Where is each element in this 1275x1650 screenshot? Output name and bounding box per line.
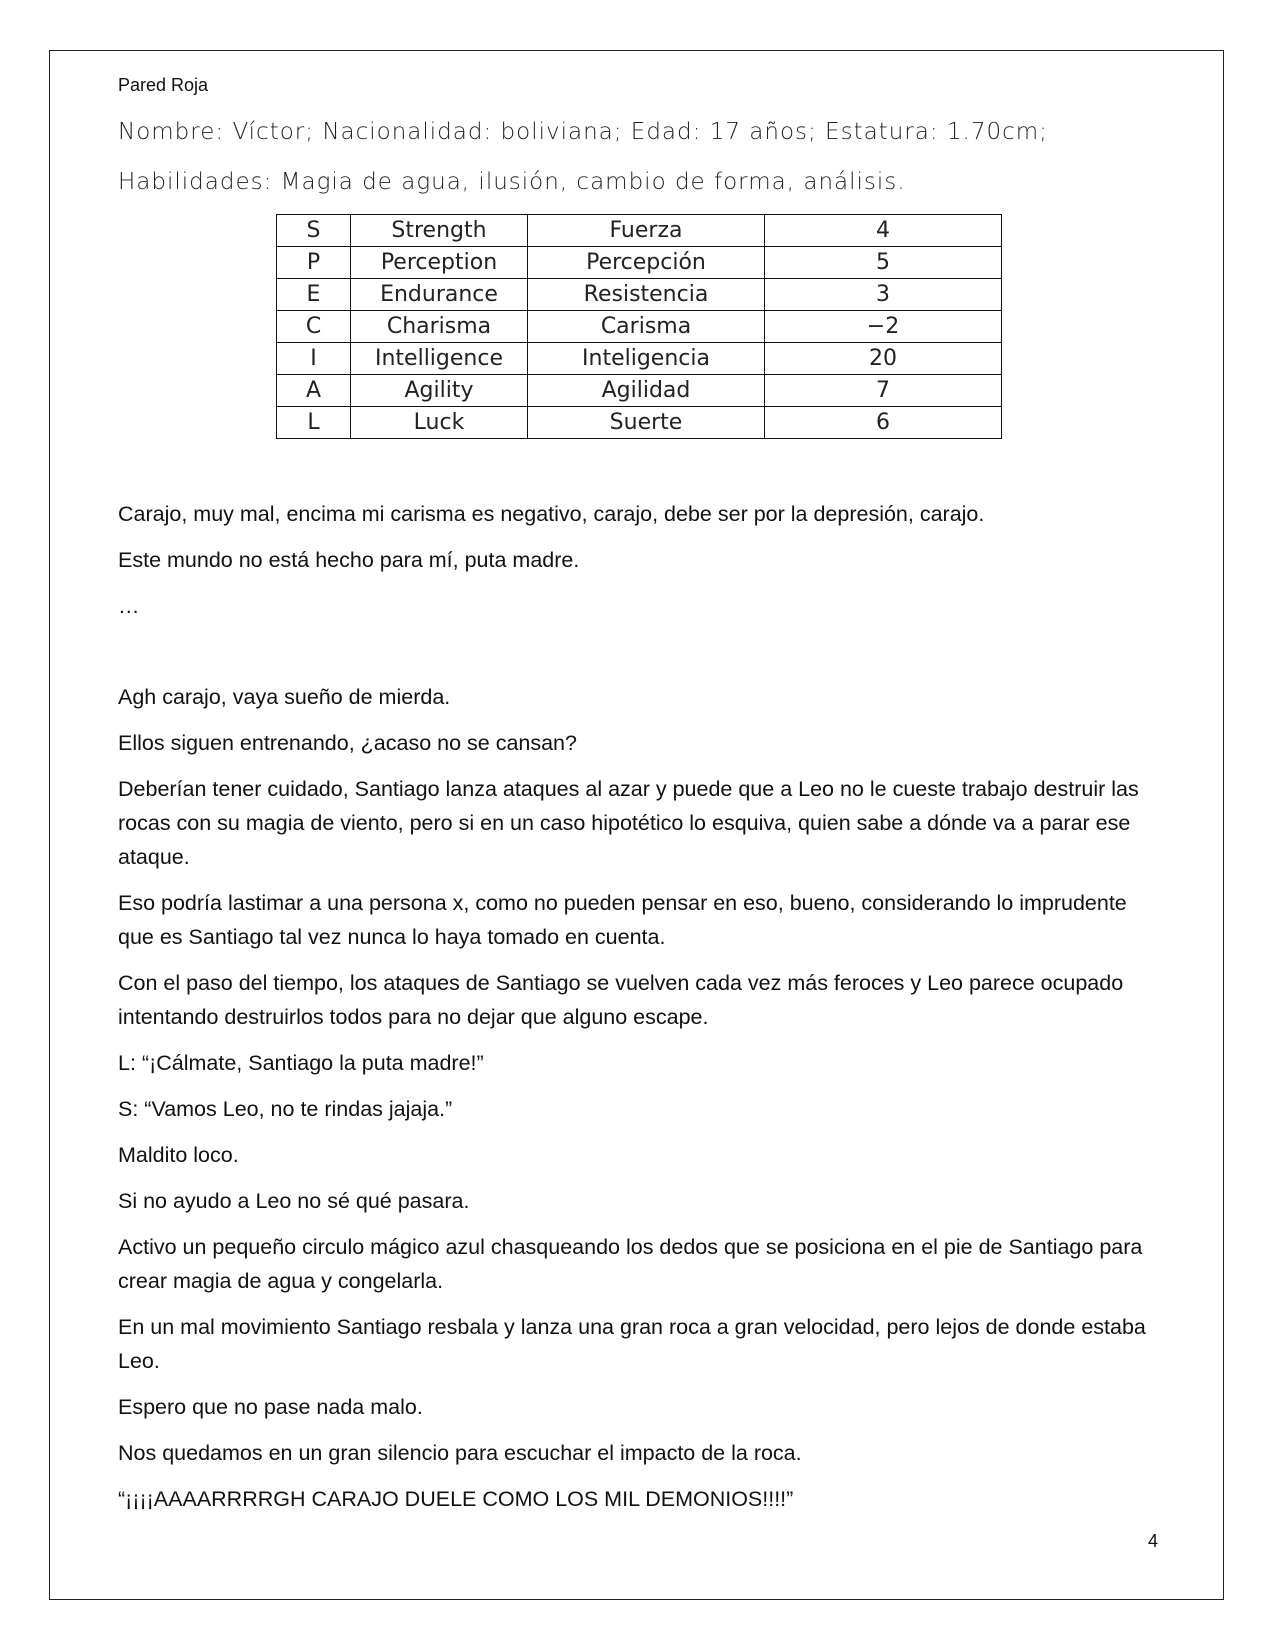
stat-letter: P [277,247,351,279]
dialogue-line: S: “Vamos Leo, no te rindas jajaja.” [118,1097,453,1121]
stat-name-spanish: Resistencia [528,279,765,311]
stats-row-agility [277,375,1002,407]
paragraph: Carajo, muy mal, encima mi carisma es negativo, carajo, debe ser por la depresión, carajo. [118,502,985,526]
paragraph: Agh carajo, vaya sueño de mierda. [118,685,451,709]
ellipsis-paragraph: … [118,594,140,618]
paragraph: Si no ayudo a Leo no sé qué pasara. [118,1189,470,1213]
paragraph: Deberían tener cuidado, Santiago lanza ataques al azar y puede que a Leo no le cueste trabajo destruir las rocas con su magia de viento, pero si en un caso hipotético lo esquiva, quien sabe a dónde va a parar ese ataque. [118,777,1139,869]
document-header: Pared Roja [118,75,209,95]
paragraph: Este mundo no está hecho para mí, puta madre. [118,548,580,572]
stats-table [276,214,1002,439]
character-abilities-line: Habilidades: Magia de agua, ilusión, cambio de forma, análisis. [118,169,906,195]
stats-row-strength [277,215,1002,247]
stat-name-english: Strength [351,215,528,247]
paragraph: En un mal movimiento Santiago resbala y lanza una gran roca a gran velocidad, pero lejos de donde estaba Leo. [118,1315,1146,1373]
stat-value: 20 [765,343,1002,375]
stat-letter: A [277,375,351,407]
paragraph: Ellos siguen entrenando, ¿acaso no se cansan? [118,731,577,755]
paragraph: Eso podría lastimar a una persona x, como no pueden pensar en eso, bueno, considerando lo imprudente que es Santiago tal vez nunca lo haya tomado en cuenta. [118,891,1127,949]
stat-value: −2 [765,311,1002,343]
stat-name-spanish: Percepción [528,247,765,279]
stat-value: 5 [765,247,1002,279]
stat-name-english: Perception [351,247,528,279]
stat-letter: C [277,311,351,343]
dialogue-line: L: “¡Cálmate, Santiago la puta madre!” [118,1051,484,1075]
stat-letter: S [277,215,351,247]
story-body [118,497,1163,1528]
stat-name-spanish: Fuerza [528,215,765,247]
stat-value: 3 [765,279,1002,311]
stat-name-english: Endurance [351,279,528,311]
stats-row-perception [277,247,1002,279]
stat-name-english: Charisma [351,311,528,343]
stat-name-english: Luck [351,407,528,439]
page-number: 4 [1148,1531,1159,1551]
dialogue-line: “¡¡¡¡AAAARRRRGH CARAJO DUELE COMO LOS MIL DEMONIOS!!!!” [118,1487,794,1511]
paragraph: Espero que no pase nada malo. [118,1395,423,1419]
stat-letter: E [277,279,351,311]
stat-value: 6 [765,407,1002,439]
stats-row-intelligence [277,343,1002,375]
stat-letter: I [277,343,351,375]
stat-value: 4 [765,215,1002,247]
stat-name-spanish: Inteligencia [528,343,765,375]
stats-row-luck [277,407,1002,439]
stat-value: 7 [765,375,1002,407]
stat-name-spanish: Suerte [528,407,765,439]
paragraph: Con el paso del tiempo, los ataques de Santiago se vuelven cada vez más feroces y Leo parece ocupado intentando destruirlos todos para no dejar que alguno escape. [118,971,1124,1029]
stat-letter: L [277,407,351,439]
paragraph: Activo un pequeño circulo mágico azul chasqueando los dedos que se posiciona en el pie de Santiago para crear magia de agua y congelarla. [118,1235,1143,1293]
character-info-line: Nombre: Víctor; Nacionalidad: boliviana; Edad: 17 años; Estatura: 1.70cm; [118,119,1048,145]
stat-name-english: Intelligence [351,343,528,375]
stat-name-english: Agility [351,375,528,407]
stats-row-endurance [277,279,1002,311]
stats-row-charisma [277,311,1002,343]
stat-name-spanish: Agilidad [528,375,765,407]
paragraph: Maldito loco. [118,1143,239,1167]
stat-name-spanish: Carisma [528,311,765,343]
paragraph: Nos quedamos en un gran silencio para escuchar el impacto de la roca. [118,1441,802,1465]
